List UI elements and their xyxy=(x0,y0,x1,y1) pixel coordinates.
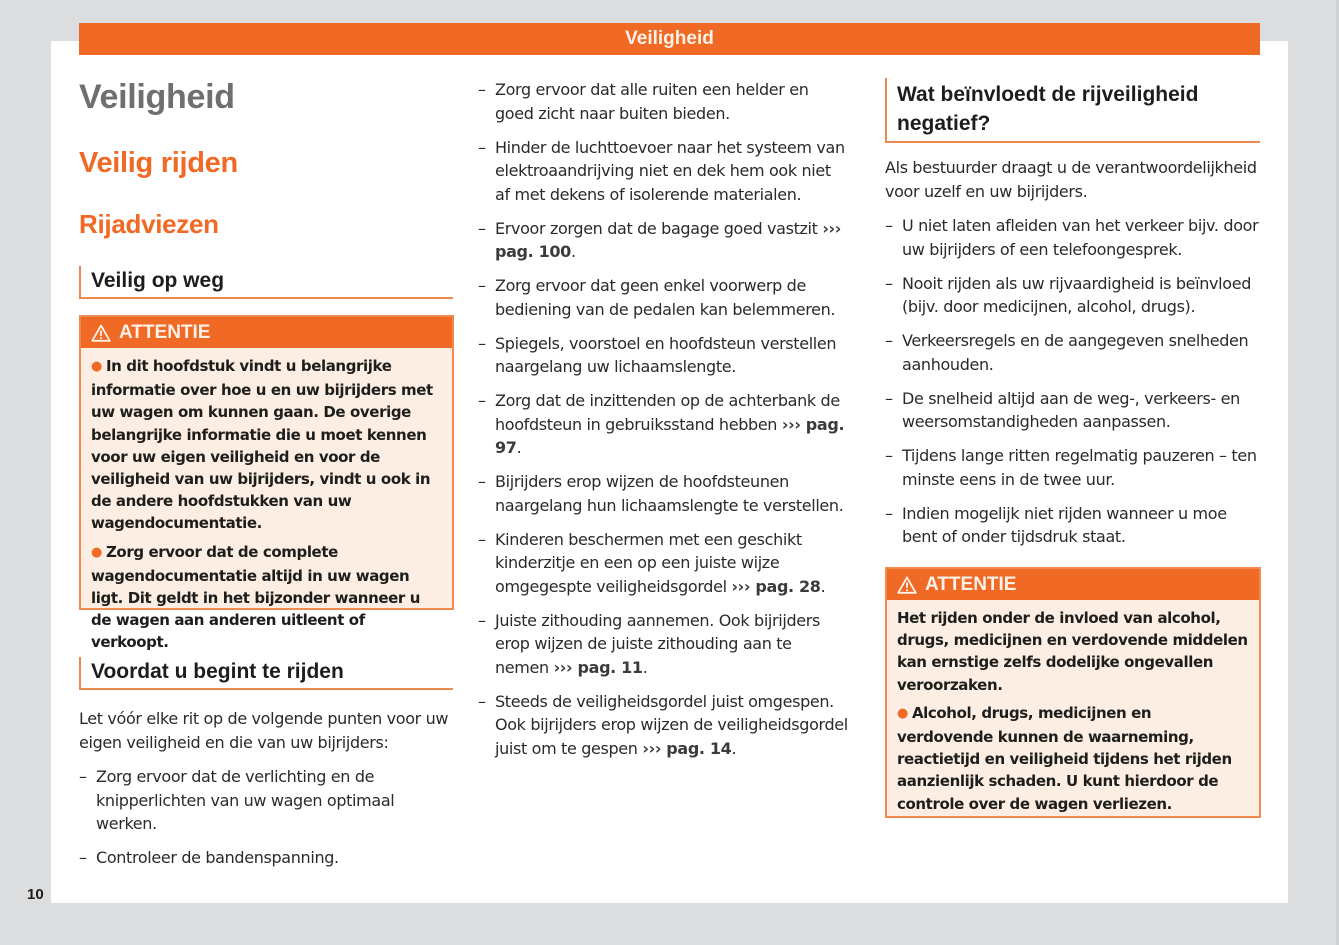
list-item: – Zorg ervoor dat alle ruiten een helder en goed zicht naar buiten bieden. xyxy=(478,80,809,123)
risk-list xyxy=(885,214,1263,559)
attention-header xyxy=(887,569,1259,600)
list-item: – Controleer de bandenspanning. xyxy=(79,846,453,870)
list-item: – Spiegels, voorstoel en hoofdsteun verstellen naargelang uw lichaamslengte. xyxy=(478,333,837,376)
attention-header xyxy=(81,317,452,348)
bullet-icon: ● xyxy=(897,705,908,721)
attention-lead: Het rijden onder de invloed van alcohol, drugs, medicijnen en verdovende middelen kan ernstige zelfs dodelijke ongevallen veroorzaken. xyxy=(897,609,1248,694)
page-reference-link[interactable]: ››› pag. 28 xyxy=(731,576,821,596)
dash-icon: – xyxy=(478,80,486,99)
page-reference-link[interactable]: ››› pag. 14 xyxy=(642,738,732,758)
page-reference-link[interactable]: ››› pag. 11 xyxy=(553,657,643,677)
attention-item: ● Zorg ervoor dat de complete wagendocumentatie altijd in uw wagen ligt. Dit geldt in het bijzonder wanneer u de wagen aan anderen uitleent of verkoopt. xyxy=(91,542,421,652)
intro-paragraph: Als bestuurder draagt u de verantwoordelijkheid voor uzelf en uw bijrijders. xyxy=(885,158,1257,201)
dash-icon: – xyxy=(478,218,486,238)
heading-text: Voordat u begint te rijden xyxy=(91,660,344,683)
dash-icon: – xyxy=(478,691,486,711)
list-item: – Hinder de luchttoevoer naar het systeem van elektroaandrijving niet en dek hem ook niet af met dekens of isolerende materialen. xyxy=(478,137,845,204)
list-item: – Zorg ervoor dat geen enkel voorwerp de bediening van de pedalen kan belemmeren. xyxy=(478,276,836,319)
dash-icon: – xyxy=(478,333,486,353)
list-item: – Steeds de veiligheidsgordel juist omgespen. Ook bijrijders erop wijzen de veiligheidsgordel juist om te gespen ››› pag. 14. xyxy=(478,691,848,758)
dash-icon: – xyxy=(885,273,893,293)
checklist xyxy=(79,765,453,880)
dash-icon: – xyxy=(478,137,486,157)
attention-title: ATTENTIE xyxy=(925,574,1017,595)
list-item: – Kinderen beschermen met een geschikt kinderzitje en een op een juiste wijze omgegespte veiligheidsgordel ››› pag. 28. xyxy=(478,529,826,596)
chapter-title: Veiligheid xyxy=(79,78,235,116)
list-item: – Juiste zithouding aannemen. Ook bijrijders erop wijzen de juiste zithouding aan te nemen ››› pag. 11. xyxy=(478,610,820,677)
page-number: 10 xyxy=(27,886,44,903)
dash-icon: – xyxy=(478,472,486,491)
attention-item: ● Alcohol, drugs, medicijnen en verdovende kunnen de waarneming, reactietijd en veiligheid tijdens het rijden aanzienlijk schaden. U kunt hierdoor de controle over de wagen verliezen. xyxy=(897,703,1232,813)
dash-icon: – xyxy=(885,216,893,235)
warning-triangle-icon xyxy=(91,324,111,342)
list-item: – Nooit rijden als uw rijvaardigheid is beïnvloed (bijv. door medicijnen, alcohol, drugs). xyxy=(885,273,1252,316)
checklist-continued xyxy=(478,78,850,771)
list-item: – De snelheid altijd aan de weg-, verkeers- en weersomstandigheden aanpassen. xyxy=(885,388,1240,431)
list-item: – U niet laten afleiden van het verkeer bijv. door uw bijrijders of een telefoongesprek. xyxy=(885,216,1259,259)
attention-box xyxy=(79,315,454,652)
dash-icon: – xyxy=(478,276,486,295)
heading-rijveiligheid xyxy=(885,78,1260,143)
list-item: – Zorg ervoor dat de verlichting en de knipperlichten van uw wagen optimaal werken. xyxy=(79,767,395,833)
attention-box xyxy=(885,567,1261,818)
heading-text: Wat beïnvloedt de rijveiligheid negatief? xyxy=(897,83,1199,135)
attention-item: ● In dit hoofdstuk vindt u belangrijke informatie over hoe u en uw bijrijders met uw wagen om kunnen gaan. De overige belangrijke informatie die u moet kennen voor uw eigen veiligheid en voor de veiligheid van uw bijrijders, vindt u ook in de andere hoofdstukken van uw wagendocumentatie. xyxy=(91,357,433,533)
list-item: – Bijrijders erop wijzen de hoofdsteunen naargelang hun lichaamslengte te verstellen. xyxy=(478,472,844,515)
bullet-icon: ● xyxy=(91,544,102,560)
band-title: Veiligheid xyxy=(625,28,714,49)
dash-icon: – xyxy=(478,391,486,410)
list-item: – Ervoor zorgen dat de bagage goed vastzit ››› pag. 100. xyxy=(478,218,842,261)
intro-paragraph: Let vóór elke rit op de volgende punten voor uw eigen veiligheid en die van uw bijrijders: xyxy=(79,709,449,752)
warning-triangle-icon xyxy=(897,576,917,594)
dash-icon: – xyxy=(478,529,486,549)
page-reference-link[interactable]: ››› pag. 100 xyxy=(495,218,842,261)
heading-veilig-op-weg xyxy=(79,266,453,299)
dash-icon: – xyxy=(885,331,893,350)
list-item: – Tijdens lange ritten regelmatig pauzeren – ten minste eens in de twee uur. xyxy=(885,446,1257,489)
heading-text: Veilig op weg xyxy=(91,269,225,292)
dash-icon: – xyxy=(79,848,87,867)
dash-icon: – xyxy=(478,610,486,630)
subsection-title: Rijadviezen xyxy=(79,209,219,239)
dash-icon: – xyxy=(79,767,87,786)
page-reference-link[interactable]: ››› pag. 97 xyxy=(495,414,845,457)
attention-body xyxy=(81,348,452,660)
dash-icon: – xyxy=(885,503,893,523)
heading-voordat-u-begint xyxy=(79,657,453,690)
bullet-icon: ● xyxy=(91,359,102,374)
list-item: – Verkeersregels en de aangegeven snelheden aanhouden. xyxy=(885,331,1249,374)
section-title: Veilig rijden xyxy=(79,147,238,179)
chapter-header-band xyxy=(79,23,1260,55)
dash-icon: – xyxy=(885,388,893,408)
attention-title: ATTENTIE xyxy=(119,322,211,343)
list-item: – Zorg dat de inzittenden op de achterbank de hoofdsteun in gebruiksstand hebben ››› pag. 97. xyxy=(478,391,845,457)
attention-body xyxy=(887,600,1259,821)
list-item: – Indien mogelijk niet rijden wanneer u moe bent of onder tijdsdruk staat. xyxy=(885,503,1227,546)
dash-icon: – xyxy=(885,446,893,465)
